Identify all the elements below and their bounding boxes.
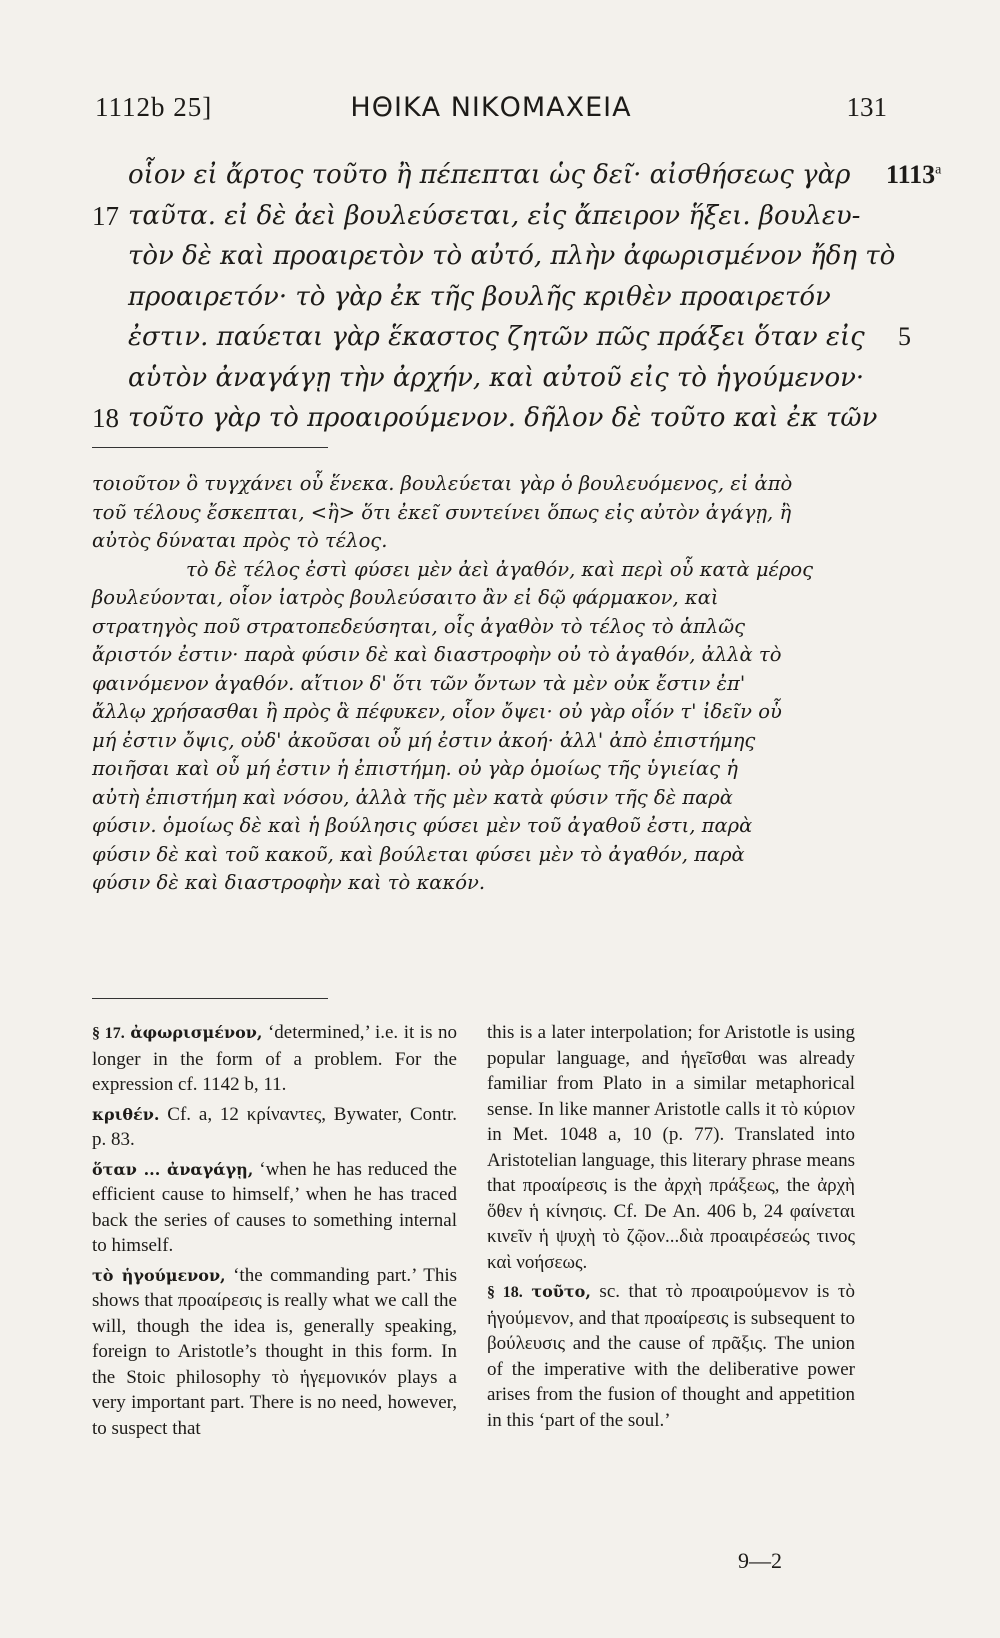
line-text: τοῦτο γὰρ τὸ προαιρούμενον. δῆλον δὲ τοῦτο καὶ ἐκ τῶν xyxy=(128,403,878,433)
note-body: ‘when he has reduced the efficient cause to himself,’ when he has traced back the series of causes to something internal to himself. xyxy=(92,1158,457,1256)
header-reference: 1112b 25] xyxy=(95,92,213,122)
commentary-note xyxy=(487,1020,855,1275)
line-number: 5 xyxy=(898,322,911,351)
bekker-column: a xyxy=(935,162,942,178)
main-text-line xyxy=(0,241,1000,282)
note-lemma: κριθέν. xyxy=(92,1104,160,1124)
paraphrase-line: φύσιν δὲ καὶ διαστροφὴν καὶ τὸ κακόν. xyxy=(92,871,486,894)
note-lemma: ὅταν ... ἀναγάγῃ, xyxy=(92,1159,254,1179)
note-lemma: τοῦτο, xyxy=(531,1282,591,1301)
note-body: sc. that τὸ προαιρούμενον is τὸ ἡγούμενον, and that προαίρεσις is subsequent to βούλευσις and the cause of πρᾶξις. The union of the imperative with the deliberative power arises from the fusion of thought and appetition in this ‘part of the soul.’ xyxy=(487,1281,856,1431)
line-text: τὸν δὲ καὶ προαιρετὸν τὸ αὐτό, πλὴν ἀφωρισμένον ἤδη τὸ xyxy=(128,241,896,271)
paraphrase-line: τοιοῦτον ὃ τυγχάνει οὗ ἕνεκα. βουλεύεται γὰρ ὁ βουλευόμενος, εἰ ἀπὸ xyxy=(92,472,793,495)
paraphrase-text xyxy=(92,472,866,900)
main-text-line xyxy=(0,160,1000,201)
bekker-page: 1113 xyxy=(886,160,936,189)
paraphrase-line: ἄριστόν ἐστιν· παρὰ φύσιν δὲ καὶ διαστροφὴν οὐ τὸ ἀγαθόν, ἀλλὰ τὸ xyxy=(92,643,782,666)
line-text: ἐστιν. παύεται γὰρ ἕκαστος ζητῶν πῶς πράξει ὅταν εἰς xyxy=(128,322,865,352)
commentary-note xyxy=(92,1157,457,1259)
commentary-note xyxy=(92,1102,457,1153)
commentary-note xyxy=(92,1263,457,1442)
notes-rule xyxy=(92,998,328,999)
paraphrase-line: μή ἐστιν ὄψις, οὐδ' ἀκοῦσαι οὗ μή ἐστιν ἀκοή· ἀλλ' ἀπὸ ἐπιστήμης xyxy=(92,728,756,752)
paraphrase-line: αὐτὸς δύναται πρὸς τὸ τέλος. xyxy=(92,529,388,552)
main-text-line xyxy=(0,403,1000,444)
signature-mark: 9—2 xyxy=(738,1548,782,1573)
commentary-right-column xyxy=(487,1020,855,1437)
line-text: αὑτὸν ἀναγάγῃ τὴν ἀρχήν, καὶ αὐτοῦ εἰς τὸ ἡγούμενον· xyxy=(128,362,865,393)
paraphrase-line: φύσιν. ὁμοίως δὲ καὶ ἡ βούλησις φύσει μὲν τοῦ ἀγαθοῦ ἐστι, παρὰ xyxy=(92,814,753,837)
main-text-line xyxy=(0,363,1000,404)
note-body: ‘determined,’ i.e. it is no longer in the form of a problem. For the expression cf. 1142 b, 11. xyxy=(92,1022,458,1095)
main-text-line xyxy=(0,282,1000,323)
paraphrase-line: φαινόμενον ἀγαθόν. αἴτιον δ' ὅτι τῶν ὄντων τὰ μὲν οὐκ ἔστιν ἐπ' xyxy=(92,671,746,695)
note-section-ref: § 17. xyxy=(92,1025,125,1042)
section-number: 17 xyxy=(92,200,119,231)
note-lemma: τὸ ἡγούμενον, xyxy=(92,1265,226,1285)
paraphrase-line: ἄλλῳ χρήσασθαι ἢ πρὸς ἃ πέφυκεν, οἷον ὄψει· οὐ γὰρ οἷόν τ' ἰδεῖν οὗ xyxy=(92,700,782,723)
paraphrase-line: φύσιν δὲ καὶ τοῦ κακοῦ, καὶ βούλεται φύσει μὲν τὸ ἀγαθόν, παρὰ xyxy=(92,842,745,866)
main-text-line xyxy=(0,322,1000,363)
main-text-line xyxy=(0,201,1000,242)
paraphrase-line: τὸ δὲ τέλος ἐστὶ φύσει μὲν ἀεὶ ἀγαθόν, καὶ περὶ οὗ κατὰ μέρος xyxy=(186,557,814,581)
section-number: 18 xyxy=(92,403,119,433)
main-greek-text xyxy=(0,160,1000,444)
line-text: προαιρετόν· τὸ γὰρ ἐκ τῆς βουλῆς κριθὲν προαιρετόν xyxy=(128,281,831,312)
header-title: ΗΘΙΚΑ ΝΙΚΟΜΑΧΕΙΑ xyxy=(350,92,632,123)
paraphrase-line: τοῦ τέλους ἔσκεπται, <ἢ> ὅτι ἐκεῖ συντείνει ὅπως εἰς αὐτὸν ἀγάγῃ, ἢ xyxy=(92,500,792,524)
note-section-ref: § 18. xyxy=(487,1284,523,1301)
commentary-note xyxy=(487,1279,855,1433)
note-body: this is a later interpolation; for Aristotle is using popular language, and ἡγεῖσθαι was already familiar from Plato in a similar metaphorical sense. In like manner Aristotle calls it τὸ κύριον in Met. 1048 a, 10 (p. 77). Translated into Aristotelian language, this literary phrase means that προαίρεσις is the ἀρχὴ πράξεως, the ἀρχὴ ὅθεν ἡ κίνησις. Cf. De An. 406 b, 24 φαίνεται κινεῖν ἡ ψυχὴ τὸ ζῷον...διὰ προαιρέσεώς τινος καὶ νοήσεως. xyxy=(487,1022,855,1273)
paraphrase-line: ποιῆσαι καὶ οὗ μή ἐστιν ἡ ἐπιστήμη. οὐ γὰρ ὁμοίως τῆς ὑγιείας ἡ xyxy=(92,757,738,780)
paraphrase-line: στρατηγὸς ποῦ στρατοπεδεύσηται, οἷς ἀγαθὸν τὸ τέλος τὸ ἁπλῶς xyxy=(92,614,746,638)
note-body: ‘the commanding part.’ This shows that προαίρεσις is really what we call the will, though the idea is, generally speaking, foreign to Aristotle’s thought in this form. In the Stoic philosophy τὸ ἡγεμονικόν plays a very important part. There is no need, however, to suspect that xyxy=(92,1264,457,1439)
paraphrase-line: βουλεύονται, οἷον ἰατρὸς βουλεύσαιτο ἂν εἰ δῷ φάρμακον, καὶ xyxy=(92,586,719,609)
bekker-reference xyxy=(886,160,941,190)
line-text: οἷον εἰ ἄρτος τοῦτο ἢ πέπεπται ὡς δεῖ· αἰσθήσεως γὰρ xyxy=(128,160,851,190)
commentary-left-column xyxy=(92,1020,457,1445)
running-header xyxy=(95,92,887,132)
note-body: Cf. a, 12 κρίναντες, Bywater, Contr. p. 83. xyxy=(92,1103,457,1150)
note-lemma: ἀφωρισμένον, xyxy=(130,1023,263,1042)
paraphrase-line: αὐτὴ ἐπιστήμη καὶ νόσου, ἀλλὰ τῆς μὲν κατὰ φύσιν τῆς δὲ παρὰ xyxy=(92,785,733,809)
main-text-rule xyxy=(92,447,328,448)
commentary-note xyxy=(92,1020,457,1098)
page-number: 131 xyxy=(846,92,887,122)
line-text: ταῦτα. εἰ δὲ ἀεὶ βουλεύσεται, εἰς ἄπειρον ἥξει. βουλευ- xyxy=(128,200,861,231)
